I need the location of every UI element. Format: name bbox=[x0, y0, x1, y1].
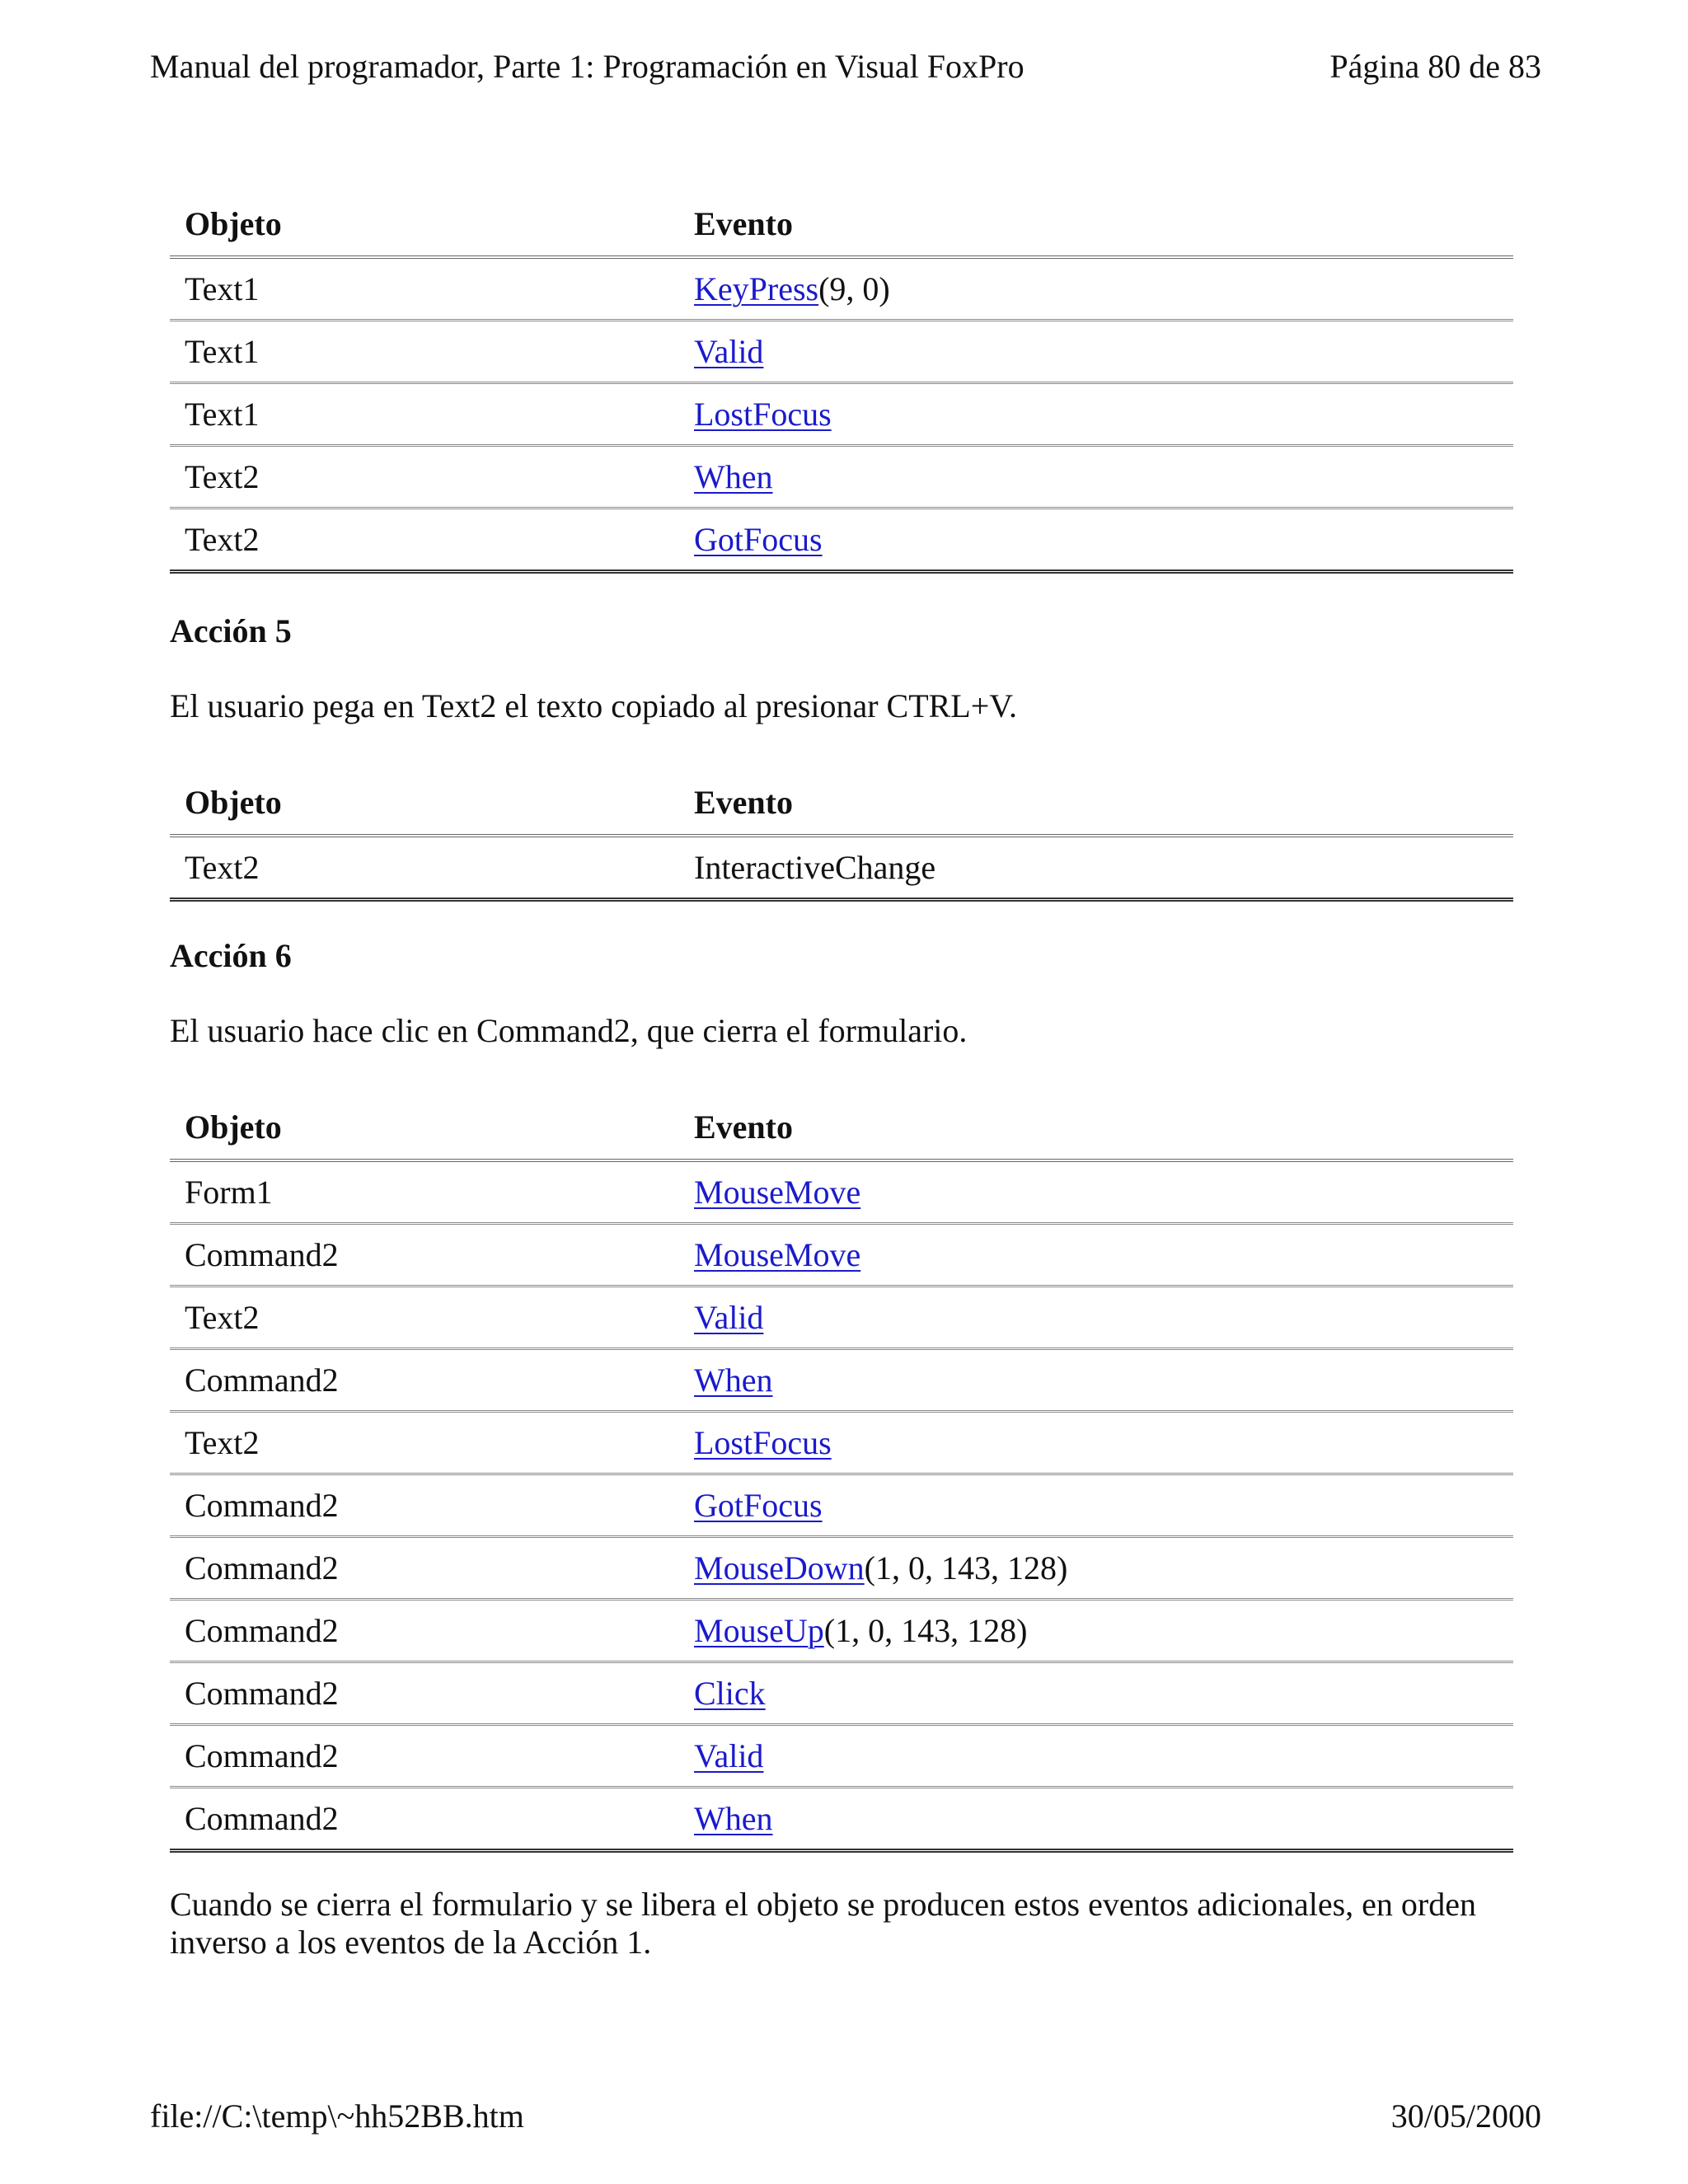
event-link[interactable]: When bbox=[694, 458, 773, 495]
event-cell bbox=[679, 383, 1513, 446]
event-cell bbox=[679, 1600, 1513, 1662]
table-row bbox=[170, 1349, 1513, 1412]
table-row bbox=[170, 836, 1513, 898]
column-header-object: Objeto bbox=[185, 1108, 282, 1146]
event-link[interactable]: When bbox=[694, 1361, 773, 1399]
event-cell bbox=[679, 1474, 1513, 1537]
event-args: (1, 0, 143, 128) bbox=[864, 1549, 1068, 1586]
page-footer bbox=[150, 2097, 1541, 2136]
event-args: (9, 0) bbox=[818, 270, 890, 307]
column-header-object: Objeto bbox=[185, 783, 282, 821]
event-cell bbox=[679, 1349, 1513, 1412]
event-link[interactable]: Click bbox=[694, 1675, 766, 1712]
section-text-accion-6: El usuario hace clic en Command2, que cierra el formulario. bbox=[170, 1012, 968, 1049]
event-link[interactable]: KeyPress bbox=[694, 270, 819, 307]
closing-paragraph: Cuando se cierra el formulario y se libera el objeto se producen estos eventos adicionales, en orden inverso a los eventos de la Acción 1. bbox=[170, 1886, 1476, 1961]
event-link[interactable]: LostFocus bbox=[694, 396, 832, 433]
event-cell bbox=[679, 1725, 1513, 1788]
object-cell: Command2 bbox=[170, 1600, 679, 1662]
event-args: (1, 0, 143, 128) bbox=[823, 1612, 1028, 1649]
column-header-event: Evento bbox=[694, 204, 793, 242]
event-link[interactable]: LostFocus bbox=[694, 1424, 832, 1461]
event-cell bbox=[679, 1788, 1513, 1849]
object-cell: Command2 bbox=[170, 1788, 679, 1849]
event-link[interactable]: GotFocus bbox=[694, 1487, 823, 1524]
events-table-1 bbox=[170, 191, 1513, 569]
table-header-row bbox=[170, 770, 1513, 836]
page-number: Página 80 de 83 bbox=[1329, 48, 1541, 85]
table-row bbox=[170, 1224, 1513, 1286]
table-row bbox=[170, 1662, 1513, 1725]
event-link[interactable]: Valid bbox=[694, 1737, 764, 1774]
event-cell bbox=[679, 321, 1513, 383]
event-cell bbox=[679, 1160, 1513, 1224]
table-row bbox=[170, 1286, 1513, 1349]
object-cell: Text2 bbox=[170, 1412, 679, 1474]
object-cell: Text1 bbox=[170, 383, 679, 446]
event-cell bbox=[679, 1537, 1513, 1600]
table-bottom-rule bbox=[170, 569, 1513, 574]
object-cell: Command2 bbox=[170, 1662, 679, 1725]
section-text-accion-5: El usuario pega en Text2 el texto copiado al presionar CTRL+V. bbox=[170, 687, 1018, 724]
event-cell bbox=[679, 1224, 1513, 1286]
table-header-row bbox=[170, 191, 1513, 257]
table-header-row bbox=[170, 1094, 1513, 1160]
table-row bbox=[170, 383, 1513, 446]
event-link[interactable]: Valid bbox=[694, 333, 764, 370]
object-cell: Text2 bbox=[170, 509, 679, 570]
print-date: 30/05/2000 bbox=[1390, 2097, 1541, 2135]
object-cell: Command2 bbox=[170, 1474, 679, 1537]
object-cell: Command2 bbox=[170, 1224, 679, 1286]
table-row bbox=[170, 257, 1513, 321]
object-cell: Command2 bbox=[170, 1537, 679, 1600]
section-heading-accion-6: Acción 6 bbox=[170, 937, 292, 974]
event-cell bbox=[679, 509, 1513, 570]
section-heading-accion-5: Acción 5 bbox=[170, 612, 292, 649]
column-header-event: Evento bbox=[694, 1108, 793, 1146]
event-link[interactable]: MouseMove bbox=[694, 1174, 861, 1211]
event-cell: InteractiveChange bbox=[679, 836, 1513, 898]
event-cell bbox=[679, 1286, 1513, 1349]
event-cell bbox=[679, 1412, 1513, 1474]
events-table-2-container bbox=[170, 770, 1513, 902]
page-header bbox=[150, 47, 1541, 87]
event-link[interactable]: MouseUp bbox=[694, 1612, 824, 1649]
column-header-object: Objeto bbox=[185, 204, 282, 242]
object-cell: Text2 bbox=[170, 446, 679, 509]
table-row bbox=[170, 1600, 1513, 1662]
object-cell: Command2 bbox=[170, 1349, 679, 1412]
table-bottom-rule bbox=[170, 898, 1513, 902]
event-link[interactable]: When bbox=[694, 1800, 773, 1837]
object-cell: Command2 bbox=[170, 1725, 679, 1788]
event-cell bbox=[679, 446, 1513, 509]
event-link[interactable]: MouseMove bbox=[694, 1236, 861, 1273]
event-cell bbox=[679, 1662, 1513, 1725]
event-link[interactable]: MouseDown bbox=[694, 1549, 865, 1586]
table-row bbox=[170, 1725, 1513, 1788]
event-link[interactable]: GotFocus bbox=[694, 521, 823, 558]
table-row bbox=[170, 1412, 1513, 1474]
object-cell: Text2 bbox=[170, 836, 679, 898]
table-row bbox=[170, 509, 1513, 570]
column-header-event: Evento bbox=[694, 783, 793, 821]
events-table-2 bbox=[170, 770, 1513, 898]
events-table-3 bbox=[170, 1094, 1513, 1849]
table-row bbox=[170, 446, 1513, 509]
table-row bbox=[170, 1788, 1513, 1849]
table-row bbox=[170, 1474, 1513, 1537]
events-table-1-container bbox=[170, 191, 1513, 574]
object-cell: Text1 bbox=[170, 321, 679, 383]
object-cell: Text2 bbox=[170, 1286, 679, 1349]
table-bottom-rule bbox=[170, 1849, 1513, 1853]
object-cell: Text1 bbox=[170, 257, 679, 321]
file-path: file://C:\temp\~hh52BB.htm bbox=[150, 2097, 524, 2135]
event-link[interactable]: Valid bbox=[694, 1299, 764, 1336]
table-row bbox=[170, 1537, 1513, 1600]
document-title: Manual del programador, Parte 1: Programación en Visual FoxPro bbox=[150, 48, 1025, 85]
events-table-3-container bbox=[170, 1094, 1513, 1853]
table-row bbox=[170, 321, 1513, 383]
event-cell bbox=[679, 257, 1513, 321]
table-row bbox=[170, 1160, 1513, 1224]
object-cell: Form1 bbox=[170, 1160, 679, 1224]
